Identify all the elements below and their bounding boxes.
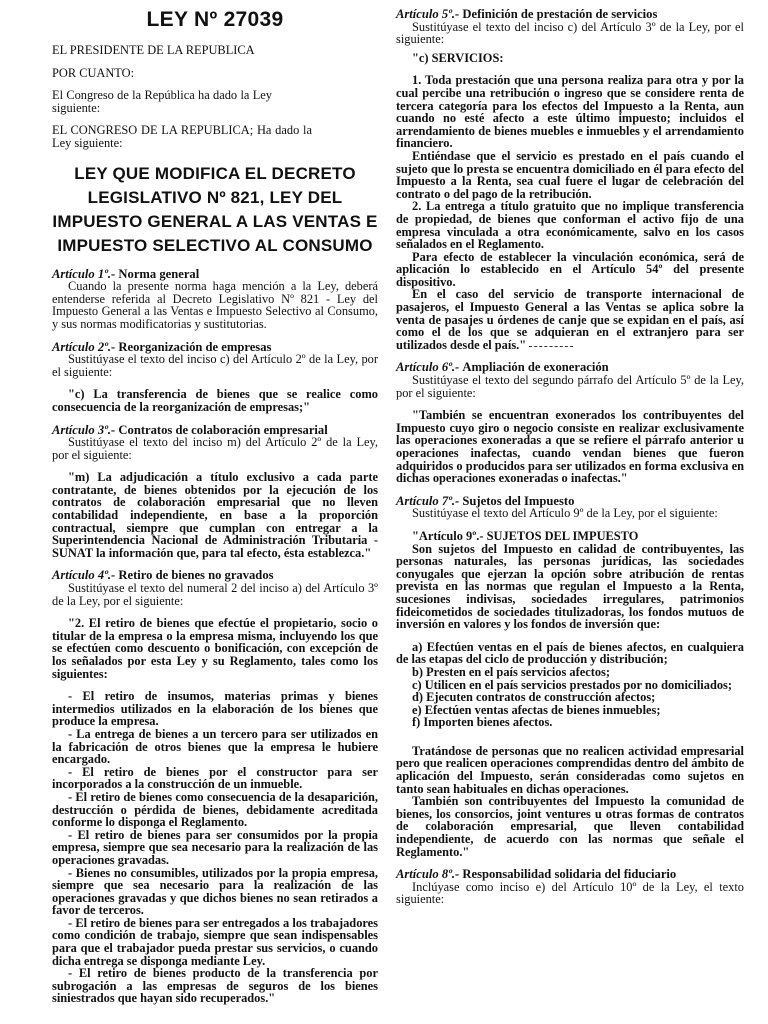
article-4-item: - El retiro de bienes por el constructor para ser incorporados a la construcción de un inmueble. [52, 764, 378, 792]
article-3-text: Sustitúyase el texto del inciso m) del Artículo 2º de la Ley, por el siguiente: [52, 435, 378, 462]
por-cuanto: POR CUANTO: [52, 65, 135, 80]
article-3-number: Artículo 3º.- [52, 422, 116, 437]
article-3-quote-label: "m) [68, 470, 90, 485]
article-4-item: - El retiro de bienes producto de la transferencia por subrogación a las empresas de seguros de los bienes siniestrados que hayan sido recuperados." [52, 966, 378, 1006]
article-5-paragraph: Entiéndase que el servicio es prestado en el país cuando el sujeto que lo presta se encuentra domiciliado en él para efecto del Impuesto a la Renta, sea cual fuere el lugar de celebración del contrato o del pago de la retribución. [396, 148, 744, 201]
article-1-number: Artículo 1º.- [52, 266, 116, 281]
article-5-heading [396, 8, 744, 21]
article-7-item: d) Ejecuten contratos de construcción afectos; [412, 690, 656, 705]
congress-statement-2: EL CONGRESO DE LA REPUBLICA; Ha dado la Ley siguiente: [52, 123, 312, 150]
article-3-quote [52, 471, 378, 559]
left-column [52, 0, 378, 1005]
article-4-item: - El retiro de bienes para ser entregados a los trabajadores como condición de trabajo, siempre que sean indispensables para que el trabajador pueda prestar sus servicios, o cuando dicha entrega se disponga mediante Ley. [52, 915, 378, 968]
decorative-rule [529, 346, 573, 347]
congress-statement-1: El Congreso de la República ha dado la Ley siguiente: [52, 88, 272, 115]
article-4-item: - El retiro de insumos, materias primas y bienes intermedios utilizados en la elaboración de los bienes que produce la empresa. [52, 689, 378, 729]
article-6-quote: "También se encuentran exonerados los contribuyentes del Impuesto cuyo giro o negocio consiste en realizar exclusivamente las operaciones exoneradas a que se refiere el párrafo anterior u operaciones inafectas, cuando vendan bienes que fueron adquiridos o producidos para ser utilizados en forma exclusiva en dichas operaciones exoneradas o inafectas." [396, 408, 744, 486]
article-2-quote [52, 388, 378, 413]
article-8-number: Artículo 8º.- [396, 867, 460, 882]
article-7-quote: Son sujetos del Impuesto en calidad de contribuyentes, las personas naturales, las personas jurídicas, las sociedades conyugales que ejerzan la opción sobre atribución de rentas prevista en las normas que regulan el Impuesto a la Renta, sucesiones indivisas, sociedades irregulares, patrimonios fideicometidos de sociedades titulizadoras, los fondos mutuos de inversión en valores y los fondos de inversión que: [396, 541, 744, 632]
article-7-item: f) Importen bienes afectos. [412, 715, 553, 730]
article-6-number: Artículo 6º.- [396, 360, 460, 375]
article-7-item: b) Presten en el país servicios afectos; [412, 664, 610, 679]
article-4-item: - La entrega de bienes a un tercero para ser utilizados en la fabricación de otros bienes que la empresa le hubiere encargado. [52, 726, 378, 767]
article-5-paragraph: 2. La entrega a título gratuito que no implique transferencia de propiedad, de bienes que conforman el activo fijo de una empresa vinculada a otra económicamente, salvo en los casos señalados en el Reglamento. [396, 199, 744, 252]
article-3-quote-text: La adjudicación a título exclusivo a cada parte contratante, de bienes obtenidos por la ejecución de los contratos de colaboración empresarial que no lleven contabilidad independiente, en base a la proporción contractual, siempre que cumplan con entregar a la Superintendencia Nacional de Administración Tributaria - SUNAT la información que, para tal efecto, ésta establezca." [52, 470, 378, 560]
article-7-item: a) Efectúen ventas en el país de bienes afectos, en cualquiera de las etapas del ciclo de producción y distribución; [396, 639, 744, 667]
article-7-quote-head: "Artículo 9º.- SUJETOS DEL IMPUESTO [412, 528, 639, 543]
article-7-item: c) Utilicen en el país servicios prestados por no domiciliados; [412, 677, 732, 692]
article-4-item: - Bienes no consumibles, utilizados por la propia empresa, siempre que sea necesario para la realización de las operaciones gravadas y que dichos bienes no sean retirados a favor de terceros. [52, 865, 378, 918]
law-number-title: LEY Nº 27039 [146, 8, 284, 31]
article-8-heading [396, 868, 744, 881]
article-5-paragraph-last: En el caso del servicio de transporte internacional de pasajeros, el Impuesto General a las Ventas se aplica sobre la venta de pasajes u órdenes de canje que se expidan en el país, así como el de los que se adquieran en el extranjero para ser utilizados desde el país." [396, 287, 744, 352]
article-1-name: Norma general [118, 266, 200, 281]
article-4-name: Retiro de bienes no gravados [118, 568, 274, 583]
article-6-text: Sustitúyase el texto del segundo párrafo del Artículo 5º de la Ley, por el siguiente: [396, 373, 744, 400]
article-2-number: Artículo 2º.- [52, 339, 116, 354]
article-7-paragraph: Tratándose de personas que no realicen actividad empresarial pero que realicen operaciones comprendidas dentro del ámbito de aplicación del Impuesto, serán consideradas como sujetos en tanto sean habituales en dichas operaciones. [396, 743, 744, 796]
article-5-paragraph: Para efecto de establecer la vinculación económica, será de aplicación lo establecido en el Artículo 54º del presente dispositivo. [396, 249, 744, 289]
article-4-quote: "2. El retiro de bienes que efectúe el propietario, socio o titular de la empresa o la empresa misma, incluyendo los que se efectúen como descuento o bonificación, con excepción de los señalados por esta Ley y su Reglamento, tales como los siguientes: [52, 616, 378, 681]
article-5-paragraph [396, 288, 744, 351]
article-3-name: Contratos de colaboración empresarial [118, 422, 328, 437]
article-4-text: Sustitúyase el texto del numeral 2 del inciso a) del Artículo 3º de la Ley, por el siguiente: [52, 581, 378, 608]
article-1-text: Cuando la presente norma haga mención a la Ley, deberá entenderse referida al Decreto Legislativo Nº 821 - Ley del Impuesto General a las Ventas e Impuesto Selectivo al Consumo, y sus normas modificatorias y sustitutorias. [52, 279, 378, 331]
article-7-name: Sujetos del Impuesto [462, 493, 575, 508]
article-5-paragraph: 1. Toda prestación que una persona realiza para otra y por la cual percibe una retribución o ingreso que se considere renta de tercera categoría para los efectos del Impuesto a la Renta, aun cuando no esté afecto a este último impuesto; incluidos el arrendamiento de bienes muebles e inmuebles y el arrendamiento financiero. [396, 73, 744, 151]
article-7-item: e) Efectúen ventas afectas de bienes inmuebles; [412, 702, 661, 717]
article-7-paragraph: También son contribuyentes del Impuesto la comunidad de bienes, los consorcios, joint ventures u otras formas de contratos de colaboración empresarial, que lleven contabilidad independiente, de acuerdo con las normas que señale el Reglamento." [396, 794, 744, 859]
article-5-name: Definición de prestación de servicios [462, 7, 658, 21]
article-4-number: Artículo 4º.- [52, 568, 116, 583]
article-8-text: Inclúyase como inciso e) del Artículo 10º de la Ley, el texto siguiente: [396, 879, 744, 907]
article-5-quote-head: "c) SERVICIOS: [412, 50, 504, 65]
article-4-item: - El retiro de bienes para ser consumidos por la propia empresa, siempre que sea necesario para la realización de las operaciones gravadas. [52, 827, 378, 867]
president-heading: EL PRESIDENTE DE LA REPUBLICA [52, 43, 255, 57]
article-8-name: Responsabilidad solidaria del fiduciario [462, 867, 677, 882]
article-6-name: Ampliación de exoneración [462, 360, 609, 375]
article-7-text: Sustitúyase el texto del Artículo 9º de la Ley, por el siguiente: [412, 506, 718, 521]
article-2-quote-text: La transferencia de bienes que se realice como consecuencia de la reorganización de empresas;" [52, 387, 378, 414]
article-7-number: Artículo 7º.- [396, 493, 460, 508]
article-5-text: Sustitúyase el texto del inciso c) del Artículo 3º de la Ley, por el siguiente: [396, 19, 744, 47]
article-2-quote-label: "c) [68, 387, 85, 402]
law-title: LEY QUE MODIFICA EL DECRETO LEGISLATIVO Nº 821, LEY DEL IMPUESTO GENERAL A LAS VENTAS E IMPUESTO SELECTIVO AL CONSUMO [52, 163, 378, 255]
right-column [396, 0, 744, 906]
article-4-item: - El retiro de bienes como consecuencia de la desaparición, destrucción o pérdida de bienes, debidamente acreditada conforme lo disponga el Reglamento. [52, 789, 378, 830]
article-5-number: Artículo 5º.- [396, 7, 460, 21]
article-2-text: Sustitúyase el texto del inciso c) del Artículo 2º de la Ley, por el siguiente: [52, 352, 378, 379]
article-2-name: Reorganización de empresas [118, 339, 272, 354]
